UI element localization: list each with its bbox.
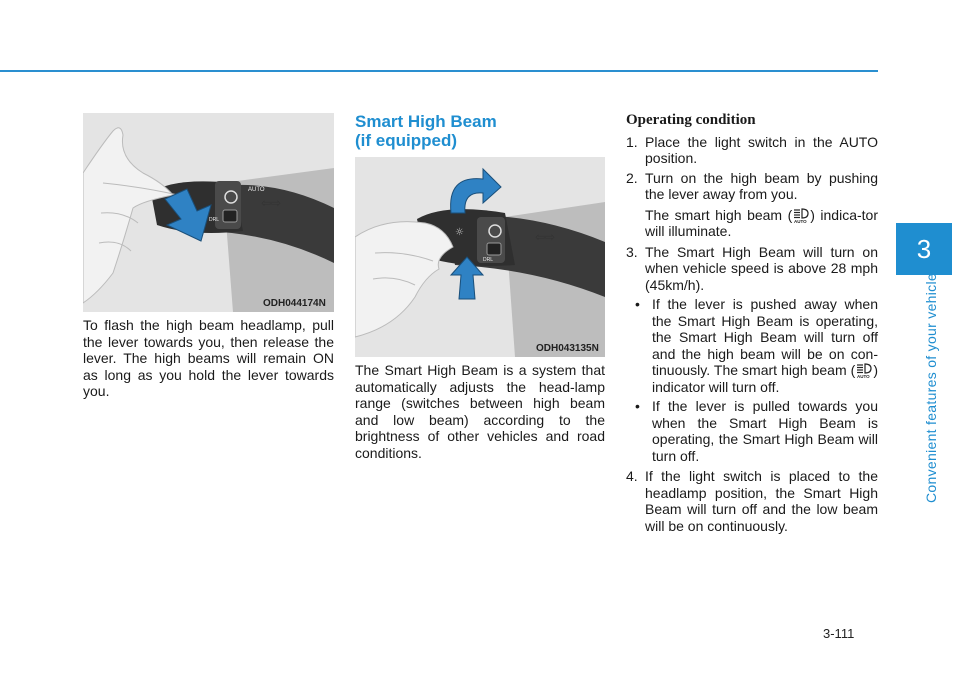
svg-text:☼: ☼ [455, 227, 464, 238]
item-text: Turn on the high beam by pushing the lever away from you. [645, 169, 878, 202]
item-text: The Smart High Beam will turn on when vehicle speed is above 28 mph (45km/h). [645, 243, 878, 293]
lever-push-illustration [355, 157, 605, 357]
item-number: 3. [626, 243, 638, 260]
item-number: 1. [626, 133, 638, 150]
figure-smart-high-beam [355, 157, 605, 357]
figure-flash-high-beam [83, 113, 334, 312]
item-number: 2. [626, 169, 638, 186]
svg-text:AUTO: AUTO [248, 187, 265, 193]
svg-text:AUTO: AUTO [857, 373, 870, 378]
middle-text [355, 362, 605, 461]
list-item [626, 170, 878, 203]
smart-high-beam-auto-icon [856, 363, 872, 378]
middle-column [355, 112, 605, 150]
svg-text:⇦⇨: ⇦⇨ [535, 230, 556, 244]
right-column [626, 112, 878, 537]
smart-high-beam-auto-icon [793, 208, 809, 223]
operating-condition-heading: Operating condition [626, 112, 756, 128]
chapter-title-text: Convenient features of your vehicle [923, 272, 939, 503]
heading-line-1: Smart High Beam [355, 112, 497, 131]
bullet-dot: • [635, 398, 640, 414]
bullet-text: If the lever is pulled towards you when the Smart High Beam is operating, the Smart High Beam will turn off. [652, 398, 878, 464]
bullet-item [626, 398, 878, 464]
bullet-text-before: If the lever is pushed away when the Smart High Beam is operating, the Smart High Beam will turn off and the high beam will be on con-tinuously. The smart high beam ( [652, 296, 878, 378]
svg-text:AUTO: AUTO [794, 218, 807, 223]
top-rule [0, 70, 878, 72]
bullet-dot: • [635, 296, 640, 312]
flash-description: To flash the high beam headlamp, pull the lever towards you, then release the lever. The high beams will remain ON as long as you hold the lever towards you. [83, 317, 334, 399]
list-item-note [626, 207, 878, 240]
left-column [83, 317, 334, 400]
list-item [626, 468, 878, 534]
svg-text:DRL: DRL [483, 257, 494, 263]
item-text: If the light switch is placed to the headlamp position, the Smart High Beam will turn off and the low beam will be on continuously. [645, 468, 878, 534]
bullet-text-after: ) indicator will turn off. [652, 362, 878, 395]
chapter-tab: 3 [896, 223, 952, 275]
item-number: 4. [626, 468, 638, 484]
svg-text:⇦⇨: ⇦⇨ [261, 196, 282, 210]
list-item [626, 244, 878, 294]
item-text: Place the light switch in the AUTO position. [645, 133, 878, 166]
list-item [626, 134, 878, 167]
note-text-after: ) indica-tor will illuminate. [645, 206, 878, 239]
note-text-before: The smart high beam ( [645, 206, 793, 223]
chapter-title [923, 272, 939, 503]
heading-line-2: (if equipped) [355, 131, 457, 150]
figure-code: ODH044174N [263, 298, 326, 309]
bullet-item [626, 296, 878, 395]
smart-high-beam-description: The Smart High Beam is a system that automatically adjusts the head-lamp range (switches between high beam and low beam) according to the brightness of other vehicles and road conditions. [355, 362, 605, 461]
section-heading [355, 112, 605, 150]
lever-pull-illustration [83, 113, 334, 312]
page-number: 3-111 [823, 626, 855, 641]
svg-text:DRL: DRL [209, 217, 220, 223]
figure-code: ODH043135N [536, 343, 599, 354]
